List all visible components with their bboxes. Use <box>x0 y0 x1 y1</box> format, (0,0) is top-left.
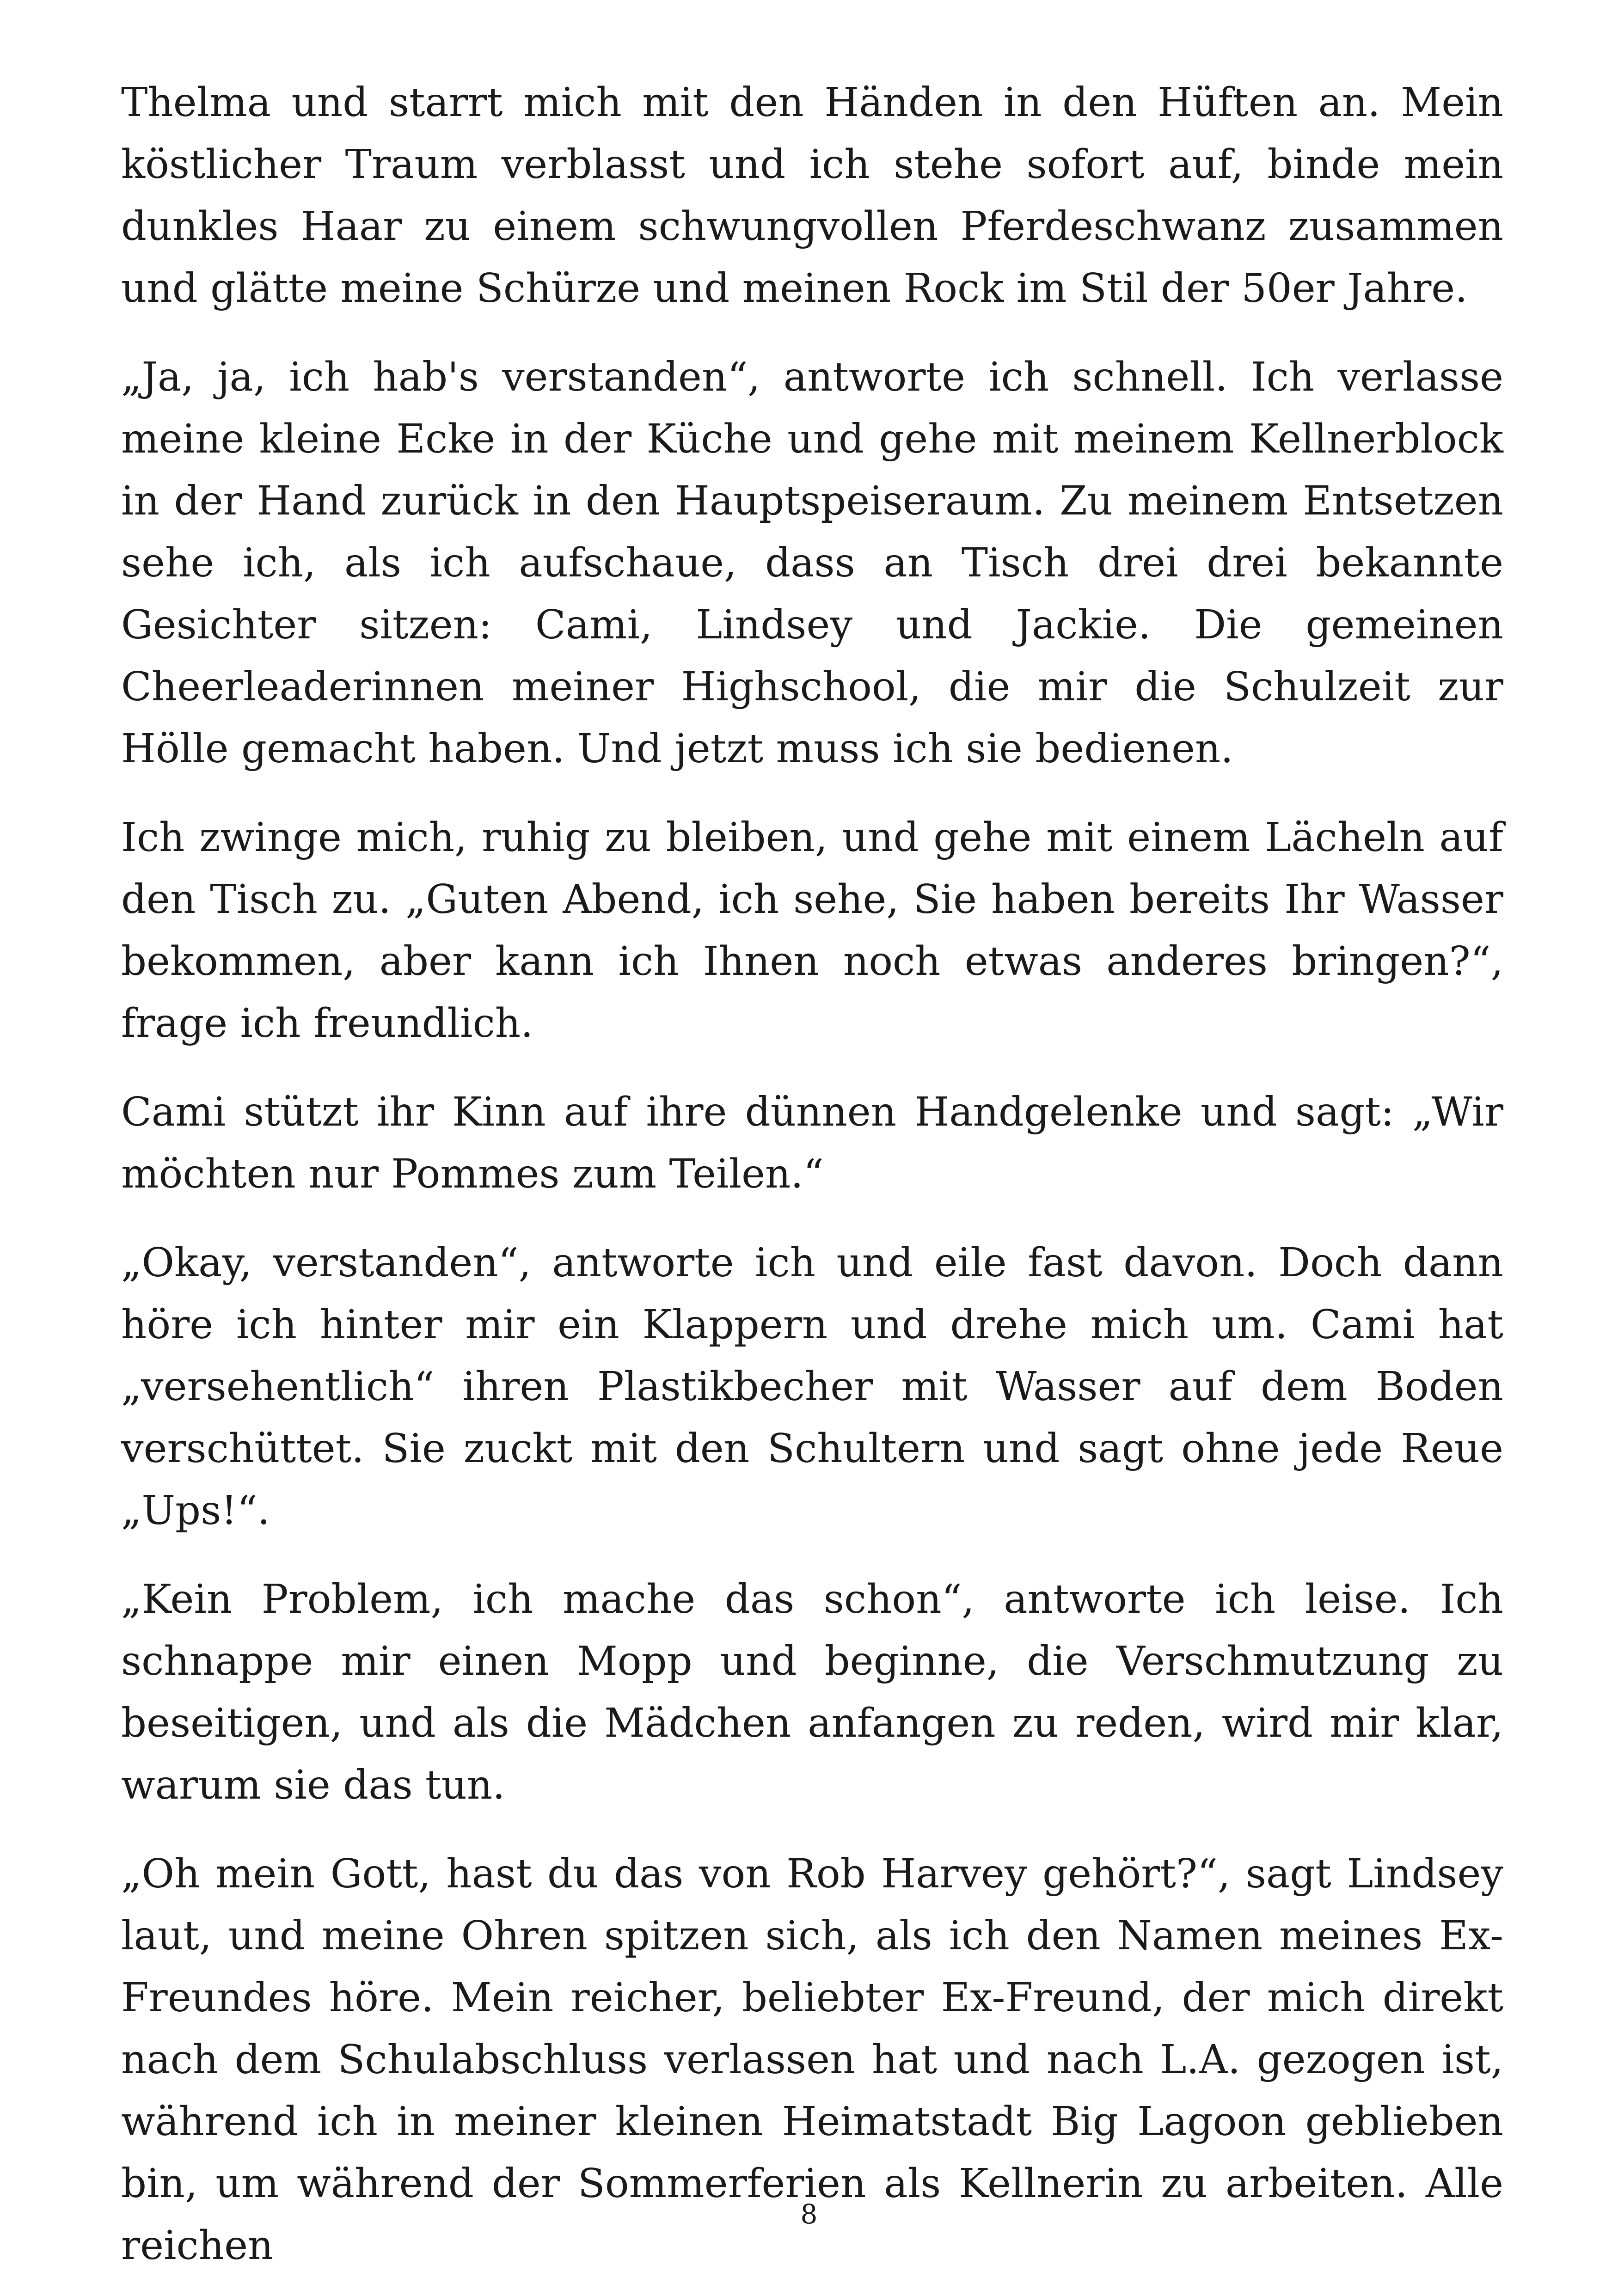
paragraph: Ich zwinge mich, ruhig zu bleiben, und gehe mit einem Lächeln auf den Tisch zu. „Guten Abend, ich sehe, Sie haben bereits Ihr Wasser bekommen, aber kann ich Ihnen noch etwas anderes bringen?“, frage ich freundlich. <box>121 814 1503 1047</box>
paragraph: „Okay, verstanden“, antworte ich und eile fast davon. Doch dann höre ich hinter mir ein Klappern und drehe mich um. Cami hat „versehentlich“ ihren Plastikbecher mit Wasser auf dem Boden verschüttet. Sie zuckt mit den Schultern und sagt ohne jede Reue „Ups!“. <box>121 1240 1503 1534</box>
paragraph: Thelma und starrt mich mit den Händen in den Hüften an. Mein köstlicher Traum verblasst und ich stehe sofort auf, binde mein dunkles Haar zu einem schwungvollen Pferdeschwanz zusammen und glätte meine Schürze und meinen Rock im Stil der 50er Jahre. <box>121 80 1503 312</box>
paragraph: Cami stützt ihr Kinn auf ihre dünnen Handgelenke und sagt: „Wir möchten nur Pommes zum Teilen.“ <box>121 1089 1503 1197</box>
paragraph: „Kein Problem, ich mache das schon“, antworte ich leise. Ich schnappe mir einen Mopp und beginne, die Verschmutzung zu beseitigen, und als die Mädchen anfangen zu reden, wird mir klar, warum sie das tun. <box>121 1576 1503 1808</box>
paragraph: „Ja, ja, ich hab's verstanden“, antworte ich schnell. Ich verlasse meine kleine Ecke in der Küche und gehe mit meinem Kellnerblock in der Hand zurück in den Hauptspeiseraum. Zu meinem Entsetzen sehe ich, als ich aufschaue, dass an Tisch drei drei bekannte Gesichter sitzen: Cami, Lindsey und Jackie. Die gemeinen Cheerleaderinnen meiner Highschool, die mir die Schulzeit zur Hölle gemacht haben. Und jetzt muss ich sie bedienen. <box>121 354 1503 772</box>
body-text <box>121 72 1503 2277</box>
page-number: 8 <box>800 2198 818 2230</box>
paragraph: „Oh mein Gott, hast du das von Rob Harvey gehört?“, sagt Lindsey laut, und meine Ohren spitzen sich, als ich den Namen meines Ex-Freundes höre. Mein reicher, beliebter Ex-Freund, der mich direkt nach dem Schulabschluss verlassen hat und nach L.A. gezogen ist, während ich in meiner kleinen Heimatstadt Big Lagoon geblieben bin, um während der Sommerferien als Kellnerin zu arbeiten. Alle reichen <box>121 1851 1503 2269</box>
